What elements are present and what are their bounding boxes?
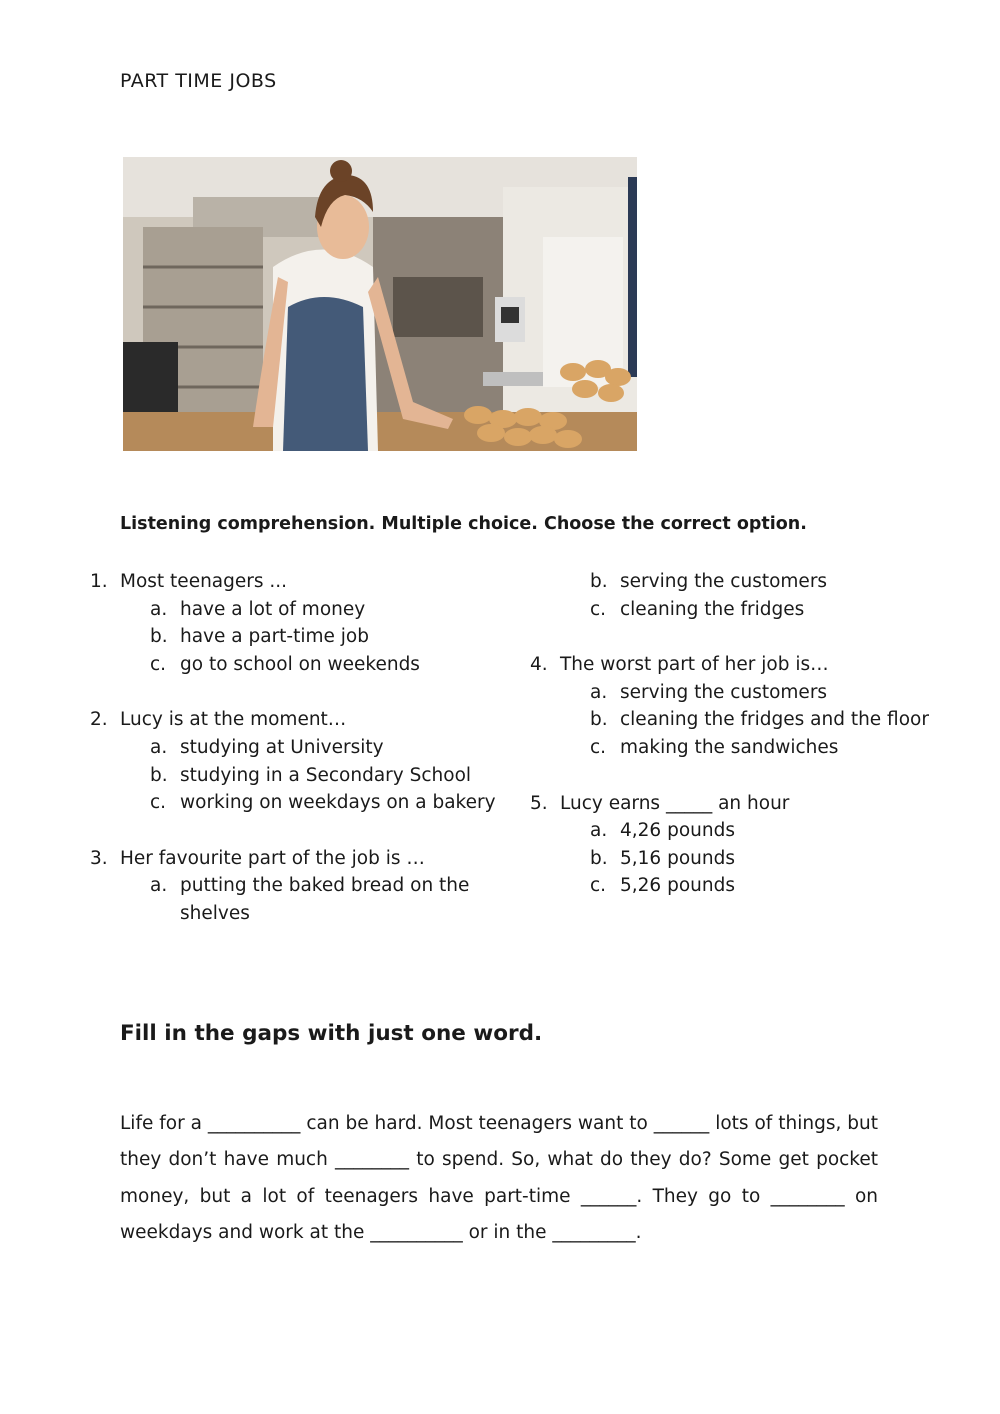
option xyxy=(90,872,510,927)
question-text: Her favourite part of the job is … xyxy=(120,847,425,869)
instructions: Listening comprehension. Multiple choice. Choose the correct option. xyxy=(120,514,807,534)
question-text: The worst part of her job is… xyxy=(560,654,829,676)
option-text: have a lot of money xyxy=(180,598,366,620)
option-text: serving the customers xyxy=(620,571,828,592)
option-letter: a. xyxy=(590,681,608,703)
spacer xyxy=(90,678,520,706)
option-text: 5,26 pounds xyxy=(620,875,735,897)
question-text: Lucy earns _____ an hour xyxy=(560,792,790,814)
option-text: studying in a Secondary School xyxy=(180,764,472,786)
option-letter: b. xyxy=(590,847,608,869)
option xyxy=(530,845,970,873)
option xyxy=(530,596,970,624)
option-letter: b. xyxy=(590,709,608,731)
option-letter: a. xyxy=(150,598,168,620)
question-3-continued xyxy=(530,568,970,623)
option xyxy=(90,623,520,651)
question-text: Most teenagers ... xyxy=(120,571,288,592)
option-letter: b. xyxy=(150,626,168,648)
option xyxy=(530,817,970,845)
option-text: working on weekdays on a bakery xyxy=(180,792,496,814)
option-letter: c. xyxy=(590,598,607,620)
option xyxy=(530,872,970,900)
option-letter: a. xyxy=(590,820,608,842)
option-text: 4,26 pounds xyxy=(620,820,735,842)
option-text: 5,16 pounds xyxy=(620,847,735,869)
option xyxy=(90,596,520,624)
option-letter: a. xyxy=(150,875,168,897)
gap-fill-paragraph: Life for a __________ can be hard. Most teenagers want to ______ lots of things, but they don’t have much ________ to spend. So, what do they do? Some get pocket money, but a lot of teenagers have part-time ______. They go to ________ on weekdays and work at the __________ or in the _________. xyxy=(120,1113,878,1243)
question-number: 5. xyxy=(530,792,548,814)
option-letter: c. xyxy=(590,736,607,758)
option-text: cleaning the fridges xyxy=(620,598,805,620)
questions-column-right xyxy=(530,568,970,900)
question-4 xyxy=(530,651,970,761)
questions-column-left xyxy=(90,568,520,928)
option-letter: a. xyxy=(150,736,168,758)
option-letter: c. xyxy=(150,653,167,675)
option xyxy=(530,734,970,762)
option xyxy=(530,679,970,707)
option-text: studying at University xyxy=(180,736,384,758)
option xyxy=(530,568,970,596)
option-text: making the sandwiches xyxy=(620,736,839,758)
question-number: 1. xyxy=(90,571,108,592)
option xyxy=(90,789,520,817)
option-text: go to school on weekends xyxy=(180,653,420,675)
option-letter: c. xyxy=(590,875,607,897)
option-text: cleaning the fridges and the floor xyxy=(620,709,929,731)
option-text: putting the baked bread on the shelves xyxy=(180,875,470,924)
fill-in-heading: Fill in the gaps with just one word. xyxy=(120,1021,543,1046)
option xyxy=(530,706,970,734)
question-2 xyxy=(90,706,520,816)
option-letter: c. xyxy=(150,792,167,814)
option-text: serving the customers xyxy=(620,681,828,703)
page-title: PART TIME JOBS xyxy=(120,70,277,92)
question-1 xyxy=(90,568,520,678)
option-letter: b. xyxy=(150,764,168,786)
question-text: Lucy is at the moment… xyxy=(120,709,347,731)
option-text: have a part-time job xyxy=(180,626,369,648)
question-5 xyxy=(530,790,970,900)
bakery-worker-photo xyxy=(123,157,637,451)
question-number: 3. xyxy=(90,847,108,869)
spacer xyxy=(90,817,520,845)
spacer xyxy=(530,762,970,790)
option xyxy=(90,762,520,790)
option-letter: b. xyxy=(590,571,608,592)
spacer xyxy=(530,623,970,651)
option xyxy=(90,651,520,679)
question-number: 4. xyxy=(530,654,548,676)
question-3 xyxy=(90,845,520,928)
question-number: 2. xyxy=(90,709,108,731)
option xyxy=(90,734,520,762)
